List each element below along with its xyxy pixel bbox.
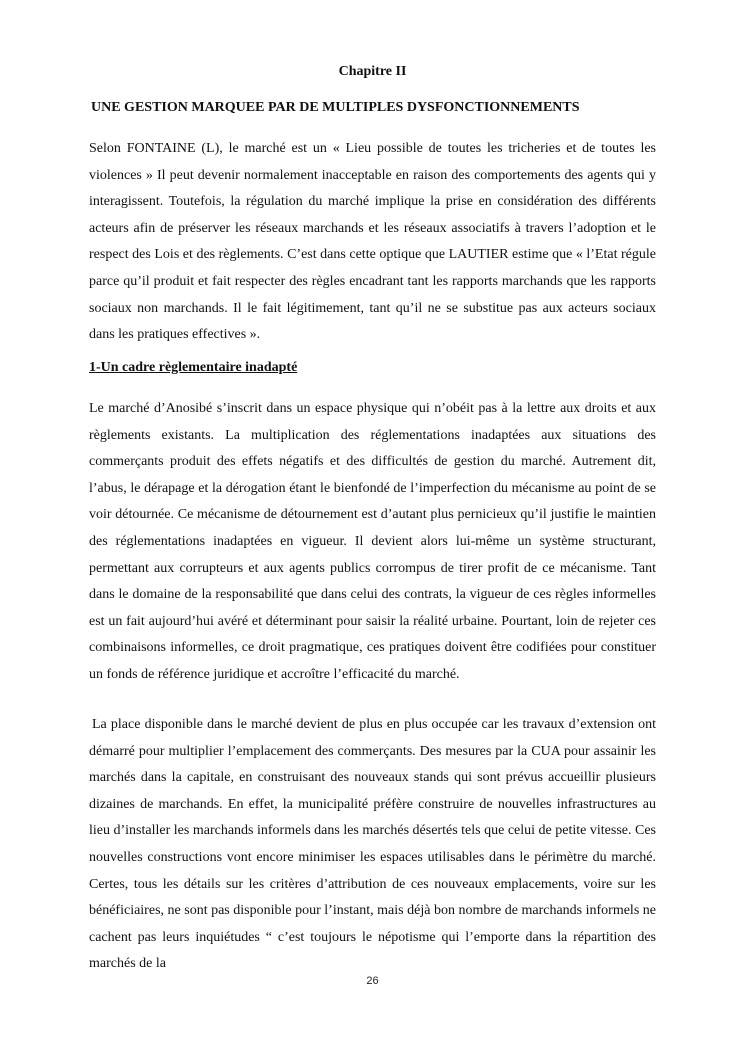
chapter-title: UNE GESTION MARQUEE PAR DE MULTIPLES DYSFONCTIONNEMENTS — [91, 100, 580, 115]
page-number: 26 — [366, 975, 379, 987]
chapter-heading: Chapitre II — [338, 64, 407, 79]
paragraph-intro: Selon FONTAINE (L), le marché est un « Lieu possible de toutes les tricheries et de toutes les violences » Il peut devenir normalement inacceptable en raison des comportements des agents qui y interagissent. Toutefois, la régulation du marché implique la prise en considération des différents acteurs afin de préserver les réseaux marchands et les réseaux associatifs à travers l’adoption et le respect des Lois et des règlements. C’est dans cette optique que LAUTIER estime que « l’Etat régule parce qu’il produit et fait respecter des règles encadrant tant les rapports marchands que les rapports sociaux non marchands. Il le fait légitimement, tant qu’il ne se substitue pas aux acteurs sociaux dans les pratiques effectives ». — [89, 141, 656, 343]
paragraph-regulatory-framework: Le marché d’Anosibé s’inscrit dans un espace physique qui n’obéit pas à la lettre aux droits et aux règlements existants. La multiplication des réglementations inadaptées aux situations des commerçants produit des effets négatifs et des difficultés de gestion du marché. Autrement dit, l’abus, le dérapage et la dérogation étant le bienfondé de l’imperfection du mécanisme au point de se voir détournée. Ce mécanisme de détournement est d’autant plus pernicieux qu’il justifie le maintien des réglementations inadaptées en vigueur. Il devient alors lui-même un système structurant, permettant aux corrupteurs et aux agents publics corrompus de tirer profit de ce mécanisme. Tant dans le domaine de la responsabilité que dans celui des contrats, la vigueur de ces règles informelles est un fait aujourd’hui avéré et déterminant pour saisir la réalité urbaine. Pourtant, loin de rejeter ces combinaisons informelles, ce droit pragmatique, ces pratiques doivent être codifiées pour constituer un fonds de référence juridique et accroître l’efficacité du marché. — [89, 401, 656, 682]
section-heading: 1-Un cadre règlementaire inadapté — [89, 360, 298, 375]
paragraph-available-space: La place disponible dans le marché devient de plus en plus occupée car les travaux d’extension ont démarré pour multiplier l’emplacement des commerçants. Des mesures par la CUA pour assainir les marchés dans la capitale, en construisant des nouveaux stands qui sont prévus accueillir plusieurs dizaines de marchands. En effet, la municipalité préfère construire de nouvelles infrastructures au lieu d’installer les marchands informels dans les marchés désertés tels que celui de petite vitesse. Ces nouvelles constructions vont encore minimiser les espaces utilisables dans le périmètre du marché. Certes, tous les détails sur les critères d’attribution de ces nouveaux emplacements, voire sur les bénéficiaires, ne sont pas disponible pour l’instant, mais déjà bon nombre de marchands informels ne cachent pas leurs inquiétudes “ c’est toujours le népotisme qui l’emporte dans la répartition des marchés de la — [89, 717, 656, 972]
